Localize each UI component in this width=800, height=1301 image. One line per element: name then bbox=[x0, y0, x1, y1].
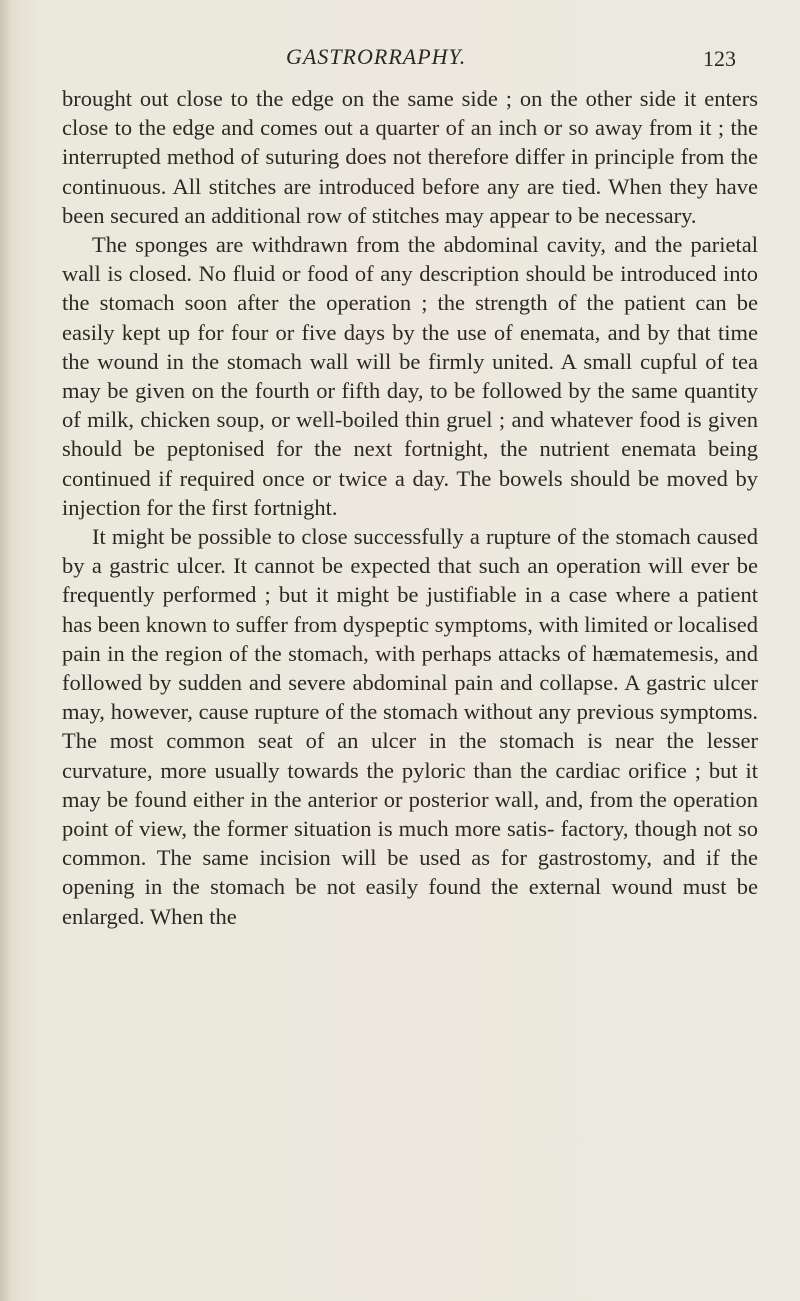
body-text bbox=[62, 84, 758, 931]
page-edge-shadow bbox=[0, 0, 10, 1301]
paragraph: It might be possible to close successfully a rupture of the stomach caused by a gastric ulcer. It cannot be expected that such an operation will ever be frequently performed ; but it might be justifiable in a case where a patient has been known to suffer from dyspeptic symptoms, with limited or localised pain in the region of the stomach, with perhaps attacks of hæmatemesis, and followed by sudden and severe abdominal pain and collapse. A gastric ulcer may, however, cause rupture of the stomach without any previous symptoms. The most common seat of an ulcer in the stomach is near the lesser curvature, more usually towards the pyloric than the cardiac orifice ; but it may be found either in the anterior or posterior wall, and, from the operation point of view, the former situation is much more satis- factory, though not so common. The same incision will be used as for gastrostomy, and if the opening in the stomach be not easily found the external wound must be enlarged. When the bbox=[62, 524, 758, 929]
page-header bbox=[0, 44, 800, 84]
running-title: GASTRORRAPHY. bbox=[286, 44, 467, 69]
paragraph: The sponges are withdrawn from the abdominal cavity, and the parietal wall is closed. No fluid or food of any description should be introduced into the stomach soon after the operation ; the strength of the patient can be easily kept up for four or five days by the use of enemata, and by that time the wound in the stomach wall will be firmly united. A small cupful of tea may be given on the fourth or fifth day, to be followed by the same quantity of milk, chicken soup, or well-boiled thin gruel ; and whatever food is given should be peptonised for the next fortnight, the nutrient enemata being continued if required once or twice a day. The bowels should be moved by injection for the first fortnight. bbox=[62, 232, 758, 520]
page-number: 123 bbox=[703, 46, 736, 71]
paragraph-continued: brought out close to the edge on the same side ; on the other side it enters close to the edge and comes out a quarter of an inch or so away from it ; the interrupted method of suturing does not therefore differ in principle from the continuous. All stitches are introduced before any are tied. When they have been secured an additional row of stitches may appear to be necessary. bbox=[62, 86, 758, 228]
